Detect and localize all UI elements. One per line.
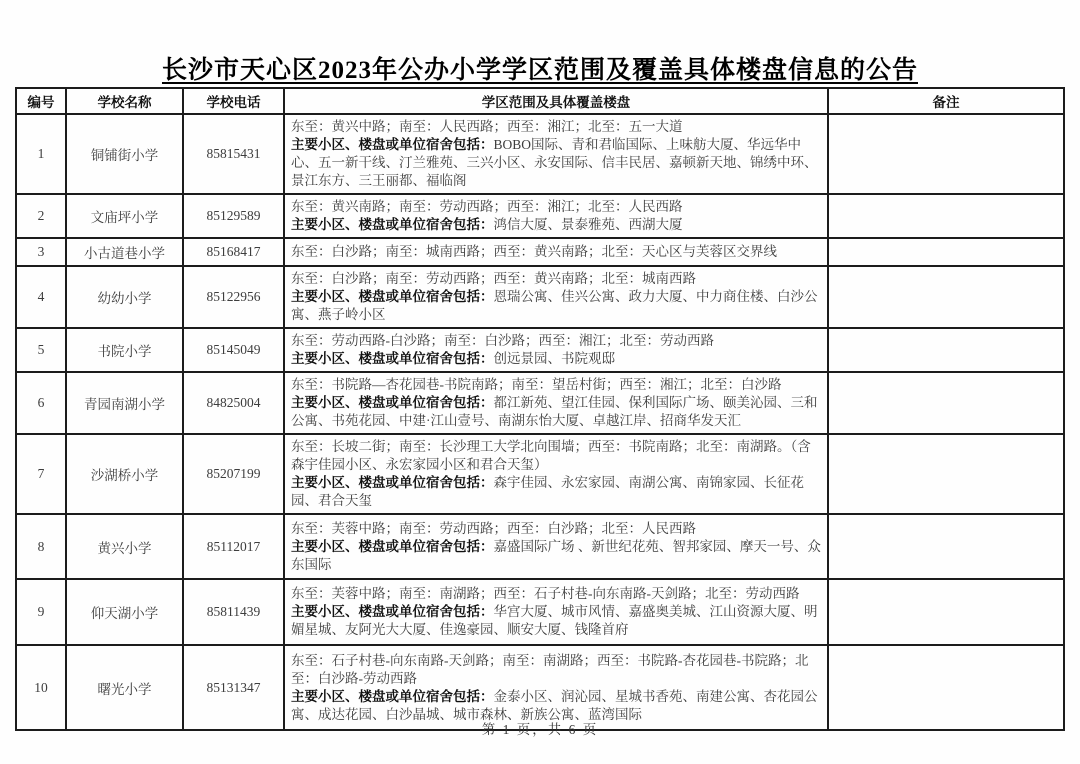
table-row	[16, 579, 1064, 645]
table-row	[16, 238, 1064, 266]
cell-school-phone: 85168417	[183, 238, 284, 266]
table-header-row	[16, 88, 1064, 114]
cell-note	[828, 328, 1064, 372]
properties-line	[291, 136, 821, 190]
cell-school-name: 文庙坪小学	[66, 194, 183, 238]
cell-school-name: 幼幼小学	[66, 266, 183, 328]
properties-label: 主要小区、楼盘或单位宿舍包括：	[291, 475, 494, 490]
cell-school-name: 黄兴小学	[66, 514, 183, 579]
cell-number: 8	[16, 514, 66, 579]
cell-school-phone: 85145049	[183, 328, 284, 372]
cell-number: 1	[16, 114, 66, 194]
cell-number: 5	[16, 328, 66, 372]
cell-district-range	[284, 579, 828, 645]
boundary-text: 东至：白沙路；南至：劳动西路；西至：黄兴南路；北至：城南西路	[291, 271, 696, 286]
cell-school-phone: 85207199	[183, 434, 284, 514]
properties-text: 创远景园、书院观邸	[493, 351, 615, 366]
cell-note	[828, 266, 1064, 328]
cell-note	[828, 514, 1064, 579]
properties-text: 都江新苑、望江佳园、保利国际广场、颐美沁园、三和公寓、书苑花园、中建·江山壹号、南湖东怡大厦、卓越江岸、招商华发天汇	[291, 395, 818, 428]
page-number: 第 1 页，共 6 页	[481, 722, 599, 737]
properties-line	[291, 603, 821, 639]
cell-school-name: 青园南湖小学	[66, 372, 183, 434]
cell-school-phone: 84825004	[183, 372, 284, 434]
cell-note	[828, 238, 1064, 266]
cell-district-range	[284, 194, 828, 238]
properties-label: 主要小区、楼盘或单位宿舍包括：	[291, 137, 494, 152]
properties-text: 鸿信大厦、景泰雅苑、西湖大厦	[493, 217, 683, 232]
properties-label: 主要小区、楼盘或单位宿舍包括：	[291, 604, 494, 619]
cell-district-range	[284, 114, 828, 194]
header-cell-note: 备注	[828, 88, 1064, 114]
cell-school-phone: 85811439	[183, 579, 284, 645]
cell-number: 6	[16, 372, 66, 434]
cell-school-phone: 85122956	[183, 266, 284, 328]
table-body	[16, 114, 1064, 730]
properties-line	[291, 216, 821, 234]
cell-note	[828, 114, 1064, 194]
properties-line	[291, 538, 821, 574]
boundary-text: 东至：芙蓉中路；南至：劳动西路；西至：白沙路；北至：人民西路	[291, 520, 696, 536]
cell-district-range	[284, 238, 828, 266]
cell-school-phone: 85129589	[183, 194, 284, 238]
cell-school-name: 铜铺街小学	[66, 114, 183, 194]
boundary-text: 东至：劳动西路-白沙路；南至：白沙路；西至：湘江；北至：劳动西路	[291, 333, 714, 348]
cell-number: 9	[16, 579, 66, 645]
schools-table	[15, 87, 1065, 731]
boundary-text: 东至：白沙路；南至：城南西路；西至：黄兴南路；北至：天心区与芙蓉区交界线	[291, 244, 777, 259]
header-cell-school-phone: 学校电话	[183, 88, 284, 114]
cell-number: 7	[16, 434, 66, 514]
cell-school-phone: 85131347	[183, 645, 284, 730]
table-row	[16, 328, 1064, 372]
properties-text: 恩瑞公寓、佳兴公寓、政力大厦、中力商住楼、白沙公寓、燕子岭小区	[291, 289, 818, 322]
boundary-text: 东至：芙蓉中路；南至：南湖路；西至：石子村巷-向东南路-天剑路；北至：劳动西路	[291, 586, 800, 601]
boundary-text: 东至：长坡二街；南至：长沙理工大学北向围墙；西至：书院南路；北至：南湖路。（含森宇佳园小区、永宏家园小区和君合天玺）	[291, 439, 811, 472]
header-cell-school-name: 学校名称	[66, 88, 183, 114]
cell-school-name: 沙湖桥小学	[66, 434, 183, 514]
properties-text: 嘉盛国际广场 、新世纪花苑、智邦家园、摩天一号、众东国际	[291, 538, 821, 572]
properties-label: 主要小区、楼盘或单位宿舍包括：	[291, 395, 494, 410]
cell-school-phone: 85815431	[183, 114, 284, 194]
properties-line	[291, 288, 821, 324]
cell-number: 10	[16, 645, 66, 730]
cell-note	[828, 372, 1064, 434]
properties-line	[291, 350, 821, 368]
boundary-text: 东至：书院路—杏花园巷-书院南路；南至：望岳村街；西至：湘江；北至：白沙路	[291, 377, 782, 392]
boundary-text: 东至：石子村巷-向东南路-天剑路；南至：南湖路；西至：书院路-杏花园巷-书院路；北至：白沙路-劳动西路	[291, 652, 809, 686]
properties-label: 主要小区、楼盘或单位宿舍包括：	[291, 289, 494, 304]
cell-note	[828, 579, 1064, 645]
boundary-text: 东至：黄兴南路；南至：劳动西路；西至：湘江；北至：人民西路	[291, 199, 683, 214]
table-row	[16, 434, 1064, 514]
properties-text: 华宫大厦、城市风情、嘉盛奥美城、江山资源大厦、明媚星城、友阿光大大厦、佳逸豪园、顺安大厦、钱隆首府	[291, 604, 818, 637]
properties-label: 主要小区、楼盘或单位宿舍包括：	[291, 538, 494, 554]
properties-line	[291, 474, 821, 510]
cell-note	[828, 434, 1064, 514]
cell-district-range	[284, 372, 828, 434]
properties-line	[291, 394, 821, 430]
header-cell-number: 编号	[16, 88, 66, 114]
table-row	[16, 514, 1064, 579]
properties-text: BOBO国际、青和君临国际、上味舫大厦、华远华中心、五一新干线、汀兰雅苑、三兴小区、永安国际、信丰民居、嘉顿新天地、锦绣中环、景江东方、三王丽都、福临阁	[291, 137, 818, 188]
cell-number: 2	[16, 194, 66, 238]
table-row	[16, 194, 1064, 238]
table-row	[16, 372, 1064, 434]
cell-school-name: 书院小学	[66, 328, 183, 372]
cell-school-phone: 85112017	[183, 514, 284, 579]
properties-text: 金泰小区、润沁园、星城书香苑、南建公寓、杏花园公寓、成达花园、白沙晶城、城市森林、新族公寓、蓝湾国际	[291, 688, 818, 722]
properties-label: 主要小区、楼盘或单位宿舍包括：	[291, 688, 494, 704]
table-row	[16, 114, 1064, 194]
cell-district-range	[284, 514, 828, 579]
header-cell-district-range: 学区范围及具体覆盖楼盘	[284, 88, 828, 114]
boundary-text: 东至：黄兴中路；南至：人民西路；西至：湘江；北至：五一大道	[291, 119, 683, 134]
cell-district-range	[284, 434, 828, 514]
cell-number: 4	[16, 266, 66, 328]
page-title: 长沙市天心区2023年公办小学学区范围及覆盖具体楼盘信息的公告	[161, 57, 918, 84]
cell-school-name: 小古道巷小学	[66, 238, 183, 266]
properties-text: 森宇佳园、永宏家园、南湖公寓、南锦家园、长征花园、君合天玺	[291, 475, 804, 508]
properties-label: 主要小区、楼盘或单位宿舍包括：	[291, 217, 494, 232]
cell-district-range	[284, 266, 828, 328]
cell-school-name: 仰天湖小学	[66, 579, 183, 645]
properties-label: 主要小区、楼盘或单位宿舍包括：	[291, 351, 494, 366]
table-row	[16, 266, 1064, 328]
cell-note	[828, 194, 1064, 238]
cell-number: 3	[16, 238, 66, 266]
cell-school-name: 曙光小学	[66, 645, 183, 730]
cell-district-range	[284, 328, 828, 372]
